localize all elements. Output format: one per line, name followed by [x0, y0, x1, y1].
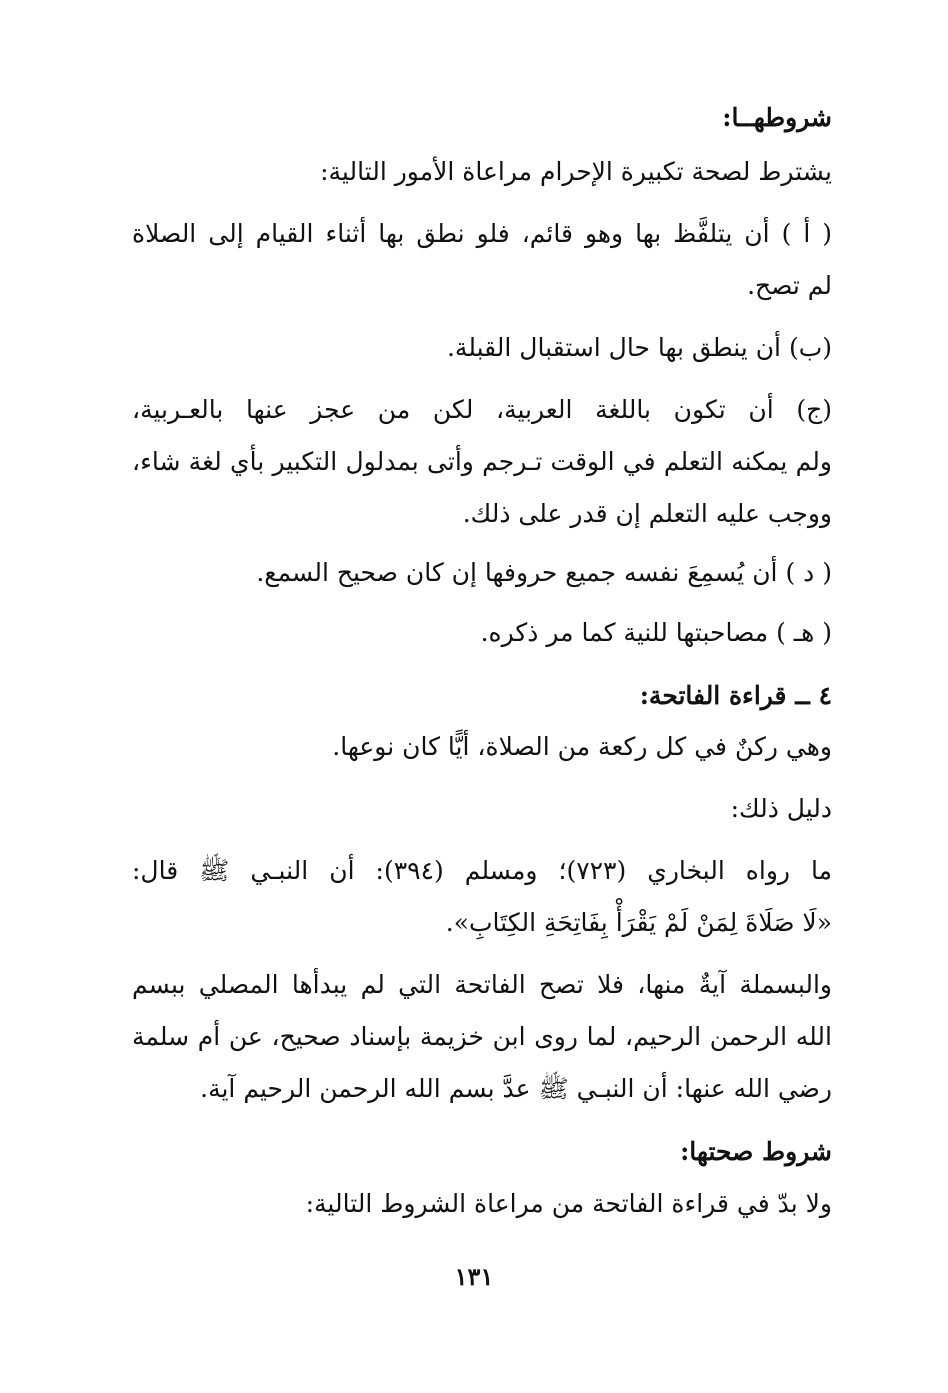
section-heading-fatiha: ٤ ــ قراءة الفاتحة:	[639, 681, 832, 710]
condition-e: ( هـ ) مصاحبتها للنية كما مر ذكره.	[480, 618, 832, 647]
condition-a-line-2: لم تصح.	[747, 271, 832, 300]
condition-b: (ب) أن ينطق بها حال استقبال القبلة.	[446, 333, 832, 362]
basmala-line-2: الله الرحمن الرحيم، لما روى ابن خزيمة بإسناد صحيح، عن أم سلمة	[132, 1022, 832, 1051]
section-heading-conditions: شروطهــا:	[722, 103, 832, 132]
condition-c-line-3: ووجب عليه التعلم إن قدر على ذلك.	[462, 499, 832, 528]
condition-c-line-2: ولم يمكنه التعلم في الوقت تـرجم وأتى بمدلول التكبير بأي لغة شاء،	[132, 447, 832, 476]
conditions-intro: يشترط لصحة تكبيرة الإحرام مراعاة الأمور التالية:	[320, 157, 832, 186]
condition-a-line-1: ( أ ) أن يتلفَّظ بها وهو قائم، فلو نطق بها أثناء القيام إلى الصلاة	[132, 219, 832, 248]
basmala-line-3: رضي الله عنها: أن النبـي ﷺ عدَّ بسم الله الرحمن الرحيم آية.	[200, 1074, 832, 1103]
condition-c-line-1: (ج) أن تكون باللغة العربية، لكن من عجز عنها بالعـربية،	[132, 395, 832, 424]
page-number: ١٣١	[454, 1262, 494, 1291]
validity-intro: ولا بدّ في قراءة الفاتحة من مراعاة الشروط التالية:	[305, 1189, 832, 1218]
fatiha-description: وهي ركنٌ في كل ركعة من الصلاة، أيًّا كان نوعها.	[332, 732, 832, 761]
section-heading-validity: شروط صحتها:	[680, 1137, 832, 1166]
hadith-line-1: ما رواه البخاري (٧٢٣)؛ ومسلم (٣٩٤): أن النبـي ﷺ قال:	[132, 856, 833, 885]
hadith-quote: «لَا صَلَاةَ لِمَنْ لَمْ يَقْرَأْ بِفَاتِحَةِ الكِتَابِ».	[445, 908, 832, 937]
condition-d: ( د ) أن يُسمِعَ نفسه جميع حروفها إن كان صحيح السمع.	[256, 558, 832, 587]
basmala-line-1: والبسملة آيةٌ منها، فلا تصح الفاتحة التي لم يبدأها المصلي ببسم	[132, 970, 832, 999]
evidence-heading: دليل ذلك:	[730, 794, 832, 823]
